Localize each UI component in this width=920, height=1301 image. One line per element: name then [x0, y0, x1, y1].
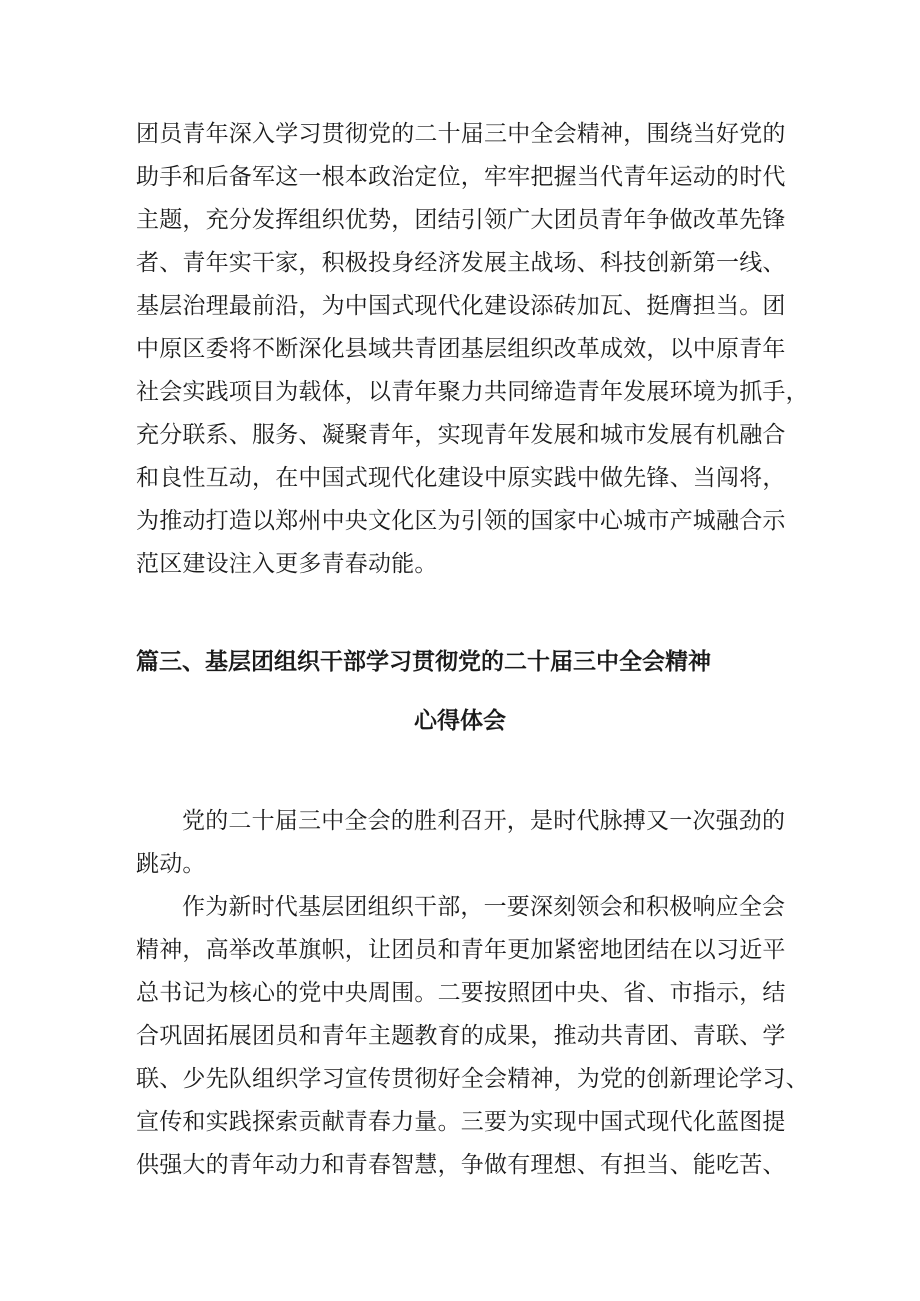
paragraph-line: 供强大的青年动力和青春智慧，争做有理想、有担当、能吃苦、	[136, 1152, 786, 1178]
paragraph-line: 基层治理最前沿，为中国式现代化建设添砖加瓦、挺膺担当。团	[136, 293, 786, 319]
paragraph-line: 精神，高举改革旗帜，让团员和青年更加紧密地团结在以习近平	[136, 937, 786, 963]
paragraph-line: 为推动打造以郑州中央文化区为引领的国家中心城市产城融合示	[136, 508, 786, 534]
section-heading-line1: 篇三、基层团组织干部学习贯彻党的二十届三中全会精神	[136, 649, 711, 675]
paragraph-line: 联、少先队组织学习宣传贯彻好全会精神，为党的创新理论学习、	[136, 1066, 809, 1092]
paragraph-line: 团员青年深入学习贯彻党的二十届三中全会精神，围绕当好党的	[136, 121, 786, 147]
paragraph-line: 宣传和实践探索贡献青春力量。三要为实现中国式现代化蓝图提	[136, 1109, 786, 1135]
paragraph-line: 中原区委将不断深化县域共青团基层组织改革成效，以中原青年	[136, 336, 786, 362]
paragraph-line: 党的二十届三中全会的胜利召开，是时代脉搏又一次强劲的	[182, 808, 786, 834]
paragraph-line: 作为新时代基层团组织干部，一要深刻领会和积极响应全会	[182, 894, 786, 920]
paragraph-2	[136, 886, 809, 1187]
paragraph-line: 跳动。	[136, 851, 206, 877]
paragraph-line: 助手和后备军这一根本政治定位，牢牢把握当代青年运动的时代	[136, 164, 786, 190]
paragraph-line: 范区建设注入更多青春动能。	[136, 551, 438, 577]
paragraph-line: 主题，充分发挥组织优势，团结引领广大团员青年争做改革先锋	[136, 207, 786, 233]
paragraph-line: 充分联系、服务、凝聚青年，实现青年发展和城市发展有机融合	[136, 422, 786, 448]
paragraph-line: 社会实践项目为载体，以青年聚力共同缔造青年发展环境为抓手，	[136, 379, 809, 405]
paragraph-line: 总书记为核心的党中央周围。二要按照团中央、省、市指示，结	[136, 980, 786, 1006]
section-heading-line2: 心得体会	[414, 708, 506, 734]
paragraph-line: 者、青年实干家，积极投身经济发展主战场、科技创新第一线、	[136, 250, 786, 276]
paragraph-1	[136, 800, 786, 886]
paragraph-continuation	[136, 113, 809, 586]
paragraph-line: 合巩固拓展团员和青年主题教育的成果，推动共青团、青联、学	[136, 1023, 786, 1049]
paragraph-line: 和良性互动，在中国式现代化建设中原实践中做先锋、当闯将，	[136, 465, 786, 491]
